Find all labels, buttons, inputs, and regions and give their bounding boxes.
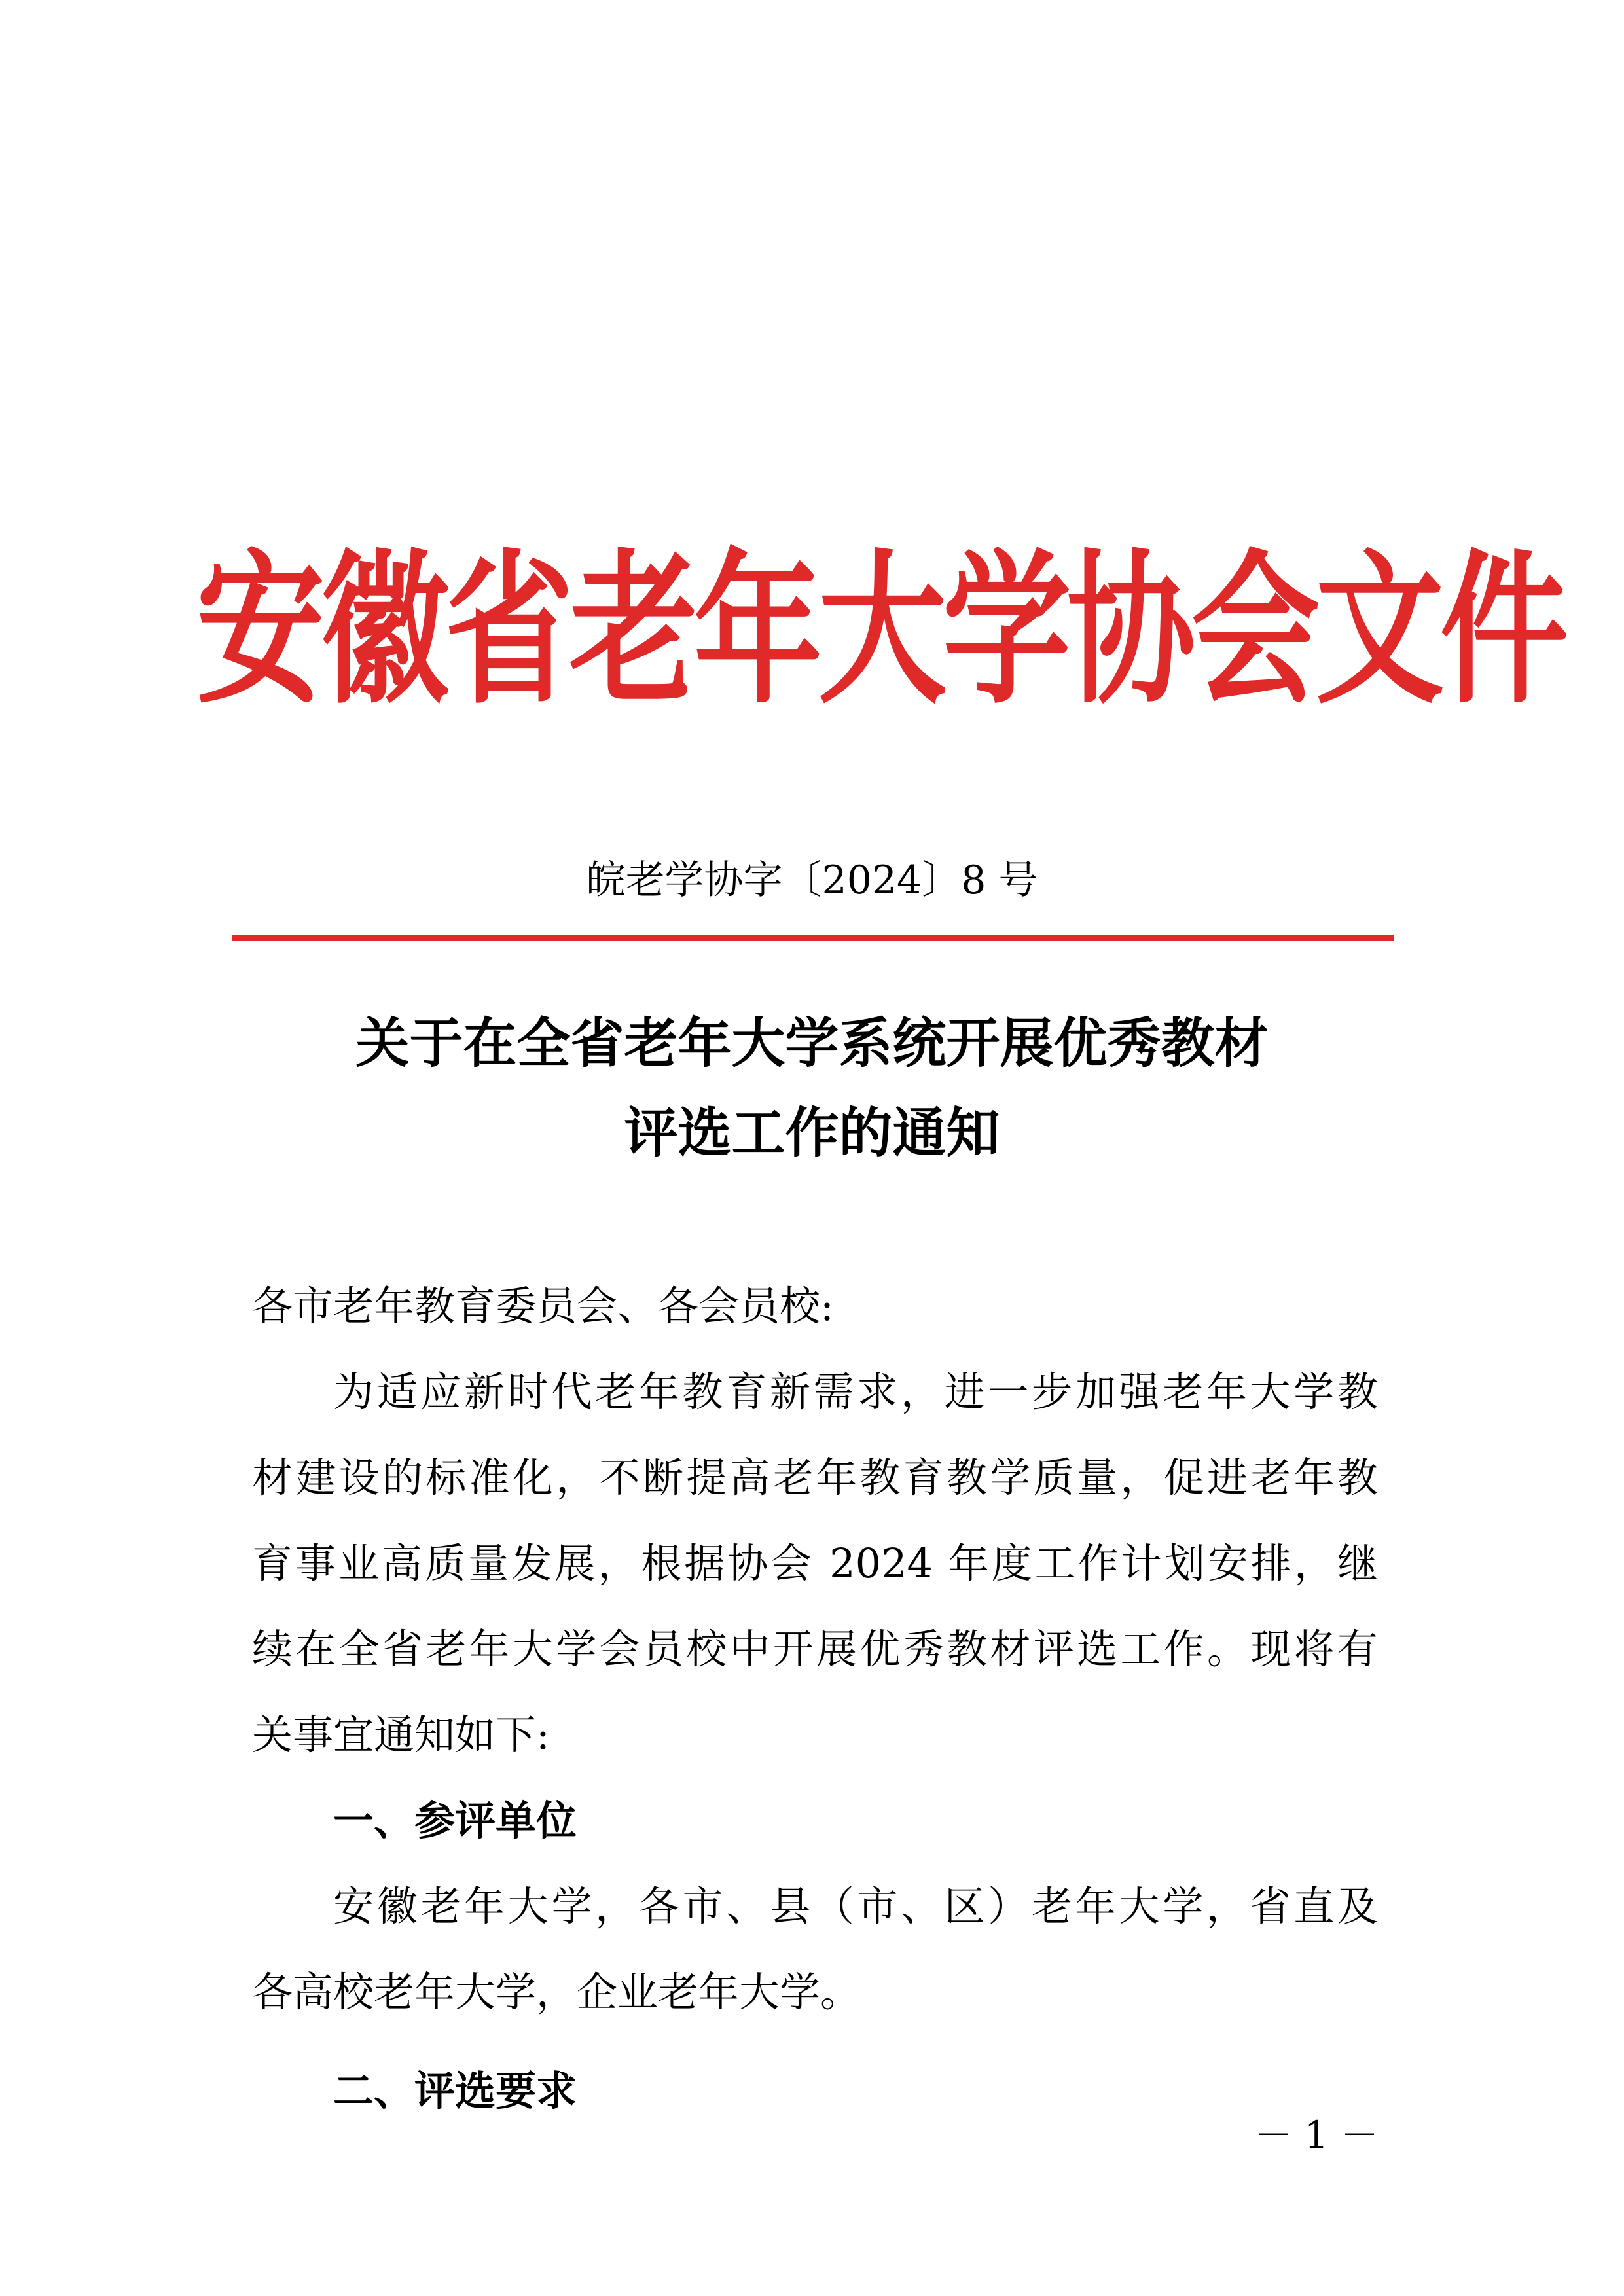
section-2-heading: 二、评选要求	[333, 2067, 577, 2115]
salutation: 各市老年教育委员会、各会员校:	[252, 1282, 834, 1330]
section-1-heading: 一、参评单位	[333, 1797, 577, 1844]
intro-line-4: 续在全省老年大学会员校中开展优秀教材评选工作。现将有	[252, 1625, 1378, 1673]
red-separator-line	[232, 935, 1394, 941]
notice-title-line-1: 关于在全省老年大学系统开展优秀教材	[355, 1013, 1269, 1075]
notice-title-line-2: 评选工作的通知	[624, 1102, 1000, 1164]
intro-line-3: 育事业高质量发展，根据协会 2024 年度工作计划安排，继	[252, 1539, 1378, 1587]
notice-body	[252, 1263, 1378, 2134]
intro-line-5: 关事宜通知如下:	[252, 1711, 550, 1759]
section-1-line-2: 各高校老年大学，企业老年大学。	[252, 1968, 861, 2016]
intro-line-2: 材建设的标准化，不断提高老年教育教学质量，促进老年教	[252, 1454, 1378, 1501]
document-number: 皖老学协字〔2024〕8 号	[586, 857, 1038, 903]
spacer	[252, 2035, 1378, 2048]
section-1-line-1: 安徽老年大学，各市、县（市、区）老年大学，省直及	[333, 1882, 1378, 1930]
intro-line-1: 为适应新时代老年教育新需求，进一步加强老年大学教	[333, 1368, 1378, 1416]
masthead-title: 安徽省老年大学协会文件	[196, 533, 1565, 726]
page-number: － 1 －	[1254, 2113, 1379, 2157]
